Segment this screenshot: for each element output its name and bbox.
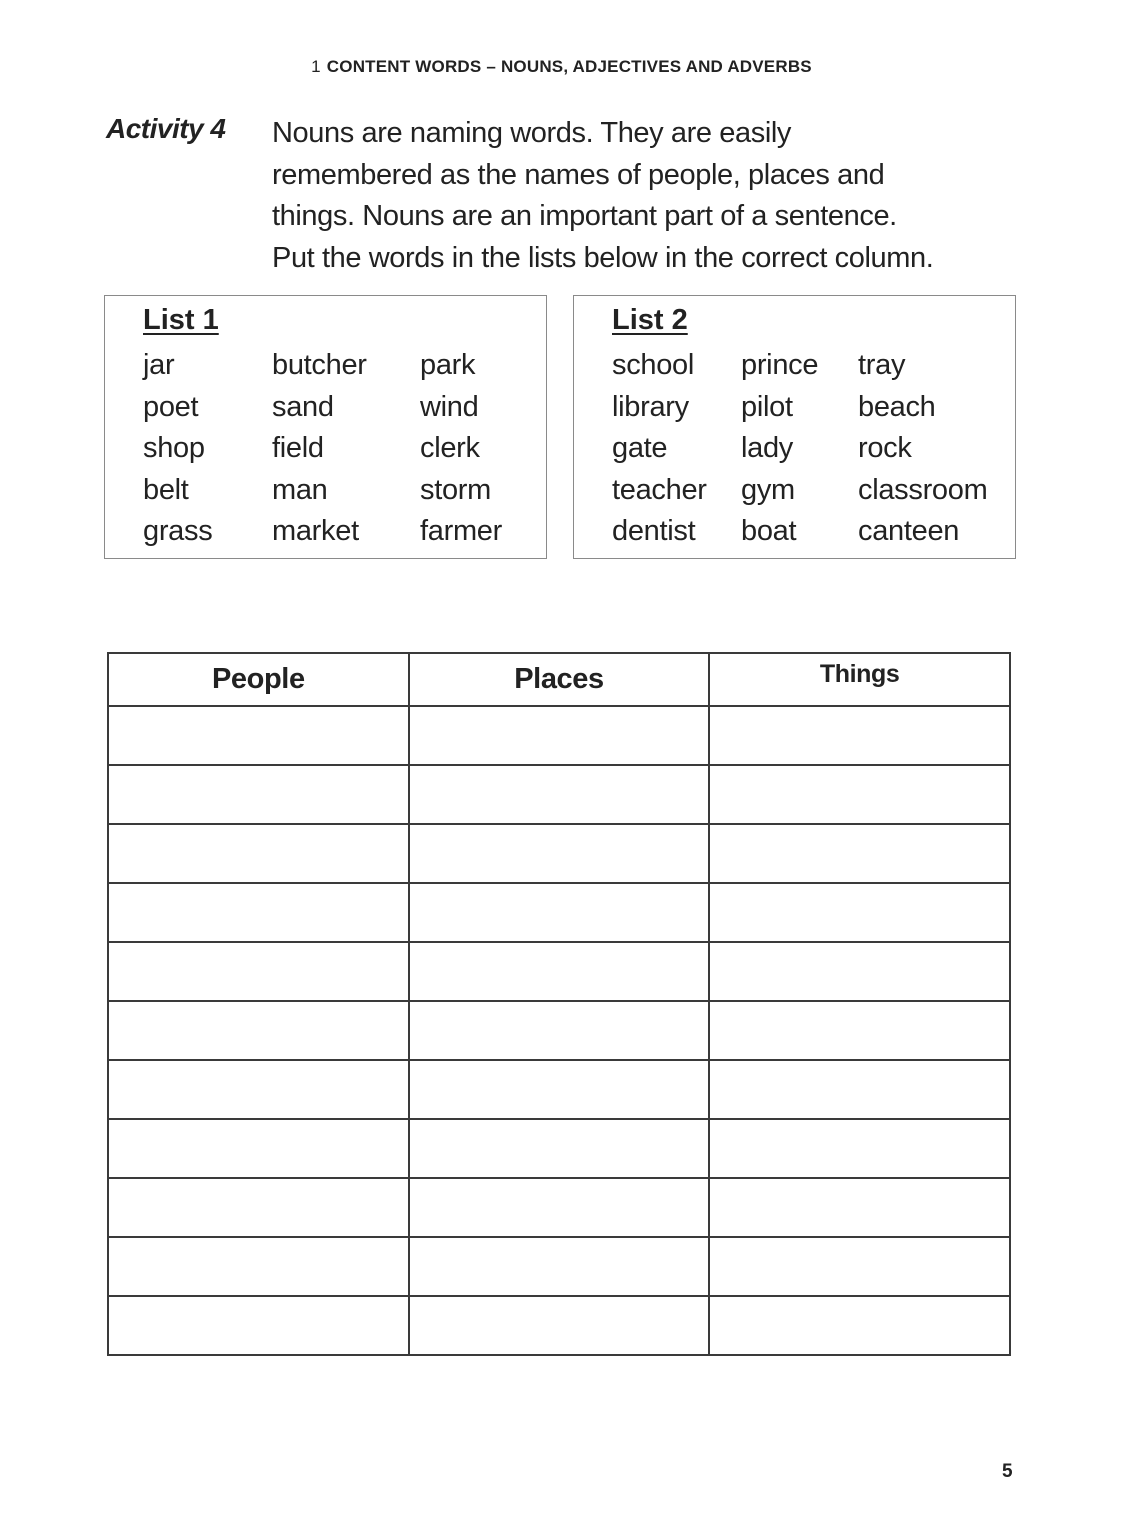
- instruction-line: Nouns are naming words. They are easily: [272, 117, 792, 149]
- answer-cell-things[interactable]: [709, 824, 1010, 883]
- table-header-row: [108, 653, 1010, 706]
- running-header: [0, 57, 1123, 77]
- word-list-1: [104, 295, 547, 559]
- answer-cell-places[interactable]: [409, 1060, 710, 1119]
- answer-cell-people[interactable]: [108, 765, 409, 824]
- table-row: [108, 1296, 1010, 1355]
- word: field: [272, 432, 324, 464]
- answer-cell-things[interactable]: [709, 1237, 1010, 1296]
- word: library: [612, 390, 689, 423]
- answer-cell-places[interactable]: [409, 824, 710, 883]
- answer-cell-places[interactable]: [409, 1001, 710, 1060]
- activity-label: Activity 4: [106, 113, 226, 144]
- answer-cell-people[interactable]: [108, 1001, 409, 1060]
- answer-cell-places[interactable]: [409, 1119, 710, 1178]
- word: tray: [858, 349, 906, 381]
- word: market: [272, 515, 359, 547]
- word: park: [420, 349, 476, 381]
- word-list-2: [573, 295, 1016, 559]
- answer-cell-people[interactable]: [108, 1178, 409, 1237]
- word: jar: [143, 349, 175, 381]
- answer-cell-places[interactable]: [409, 1237, 710, 1296]
- table-row: [108, 942, 1010, 1001]
- answer-cell-things[interactable]: [709, 765, 1010, 824]
- word: dentist: [612, 515, 696, 547]
- instruction-line: remembered as the names of people, places and: [272, 158, 885, 191]
- word: classroom: [858, 473, 988, 506]
- word: boat: [741, 515, 797, 547]
- table-row: [108, 765, 1010, 824]
- answer-cell-things[interactable]: [709, 1119, 1010, 1178]
- instruction-line: things. Nouns are an important part of a sentence.: [272, 200, 897, 232]
- answer-cell-people[interactable]: [108, 1119, 409, 1178]
- instruction-line: Put the words in the lists below in the correct column.: [272, 241, 934, 274]
- answer-cell-places[interactable]: [409, 883, 710, 942]
- word: gate: [612, 432, 668, 464]
- column-header-people: People: [108, 653, 409, 706]
- word: sand: [272, 390, 334, 423]
- table-row: [108, 883, 1010, 942]
- table-row: [108, 1119, 1010, 1178]
- answer-cell-places[interactable]: [409, 706, 710, 765]
- table-row: [108, 1237, 1010, 1296]
- answer-cell-things[interactable]: [709, 1001, 1010, 1060]
- table-row: [108, 1178, 1010, 1237]
- word: gym: [741, 473, 795, 506]
- word: man: [272, 473, 328, 506]
- word: rock: [858, 432, 912, 464]
- activity-instructions: [272, 113, 1032, 279]
- answer-cell-places[interactable]: [409, 765, 710, 824]
- word: beach: [858, 390, 936, 423]
- word: teacher: [612, 473, 707, 506]
- word: clerk: [420, 432, 480, 464]
- answer-cell-people[interactable]: [108, 706, 409, 765]
- word: wind: [420, 390, 479, 423]
- column-header-things: Things: [709, 653, 1010, 706]
- answer-cell-places[interactable]: [409, 942, 710, 1001]
- word: lady: [741, 432, 793, 464]
- answer-cell-things[interactable]: [709, 1178, 1010, 1237]
- word: belt: [143, 473, 189, 506]
- word: pilot: [741, 390, 793, 423]
- answer-cell-people[interactable]: [108, 1237, 409, 1296]
- word: grass: [143, 515, 213, 547]
- answer-cell-places[interactable]: [409, 1296, 710, 1355]
- answer-cell-things[interactable]: [709, 706, 1010, 765]
- word: farmer: [420, 515, 502, 547]
- word: poet: [143, 390, 199, 423]
- table-row: [108, 1060, 1010, 1119]
- word: storm: [420, 473, 492, 506]
- answer-cell-people[interactable]: [108, 942, 409, 1001]
- list-title: List 1: [143, 304, 219, 336]
- answer-cell-places[interactable]: [409, 1178, 710, 1237]
- chapter-number: 1: [311, 57, 321, 76]
- table-row: [108, 1001, 1010, 1060]
- chapter-title: CONTENT WORDS – NOUNS, ADJECTIVES AND ADVERBS: [326, 57, 812, 76]
- answer-cell-people[interactable]: [108, 1060, 409, 1119]
- column-header-places: Places: [409, 653, 710, 706]
- word: butcher: [272, 349, 367, 381]
- answer-cell-things[interactable]: [709, 1060, 1010, 1119]
- answer-cell-people[interactable]: [108, 1296, 409, 1355]
- word: prince: [741, 349, 819, 381]
- answer-cell-people[interactable]: [108, 883, 409, 942]
- word: canteen: [858, 515, 960, 547]
- list-title: List 2: [612, 304, 688, 336]
- sorting-table: [107, 652, 1011, 1356]
- answer-cell-things[interactable]: [709, 883, 1010, 942]
- answer-cell-things[interactable]: [709, 1296, 1010, 1355]
- answer-cell-people[interactable]: [108, 824, 409, 883]
- table-row: [108, 706, 1010, 765]
- answer-cell-things[interactable]: [709, 942, 1010, 1001]
- table-row: [108, 824, 1010, 883]
- page-number: 5: [1002, 1461, 1013, 1482]
- word: shop: [143, 432, 205, 464]
- word: school: [612, 349, 695, 381]
